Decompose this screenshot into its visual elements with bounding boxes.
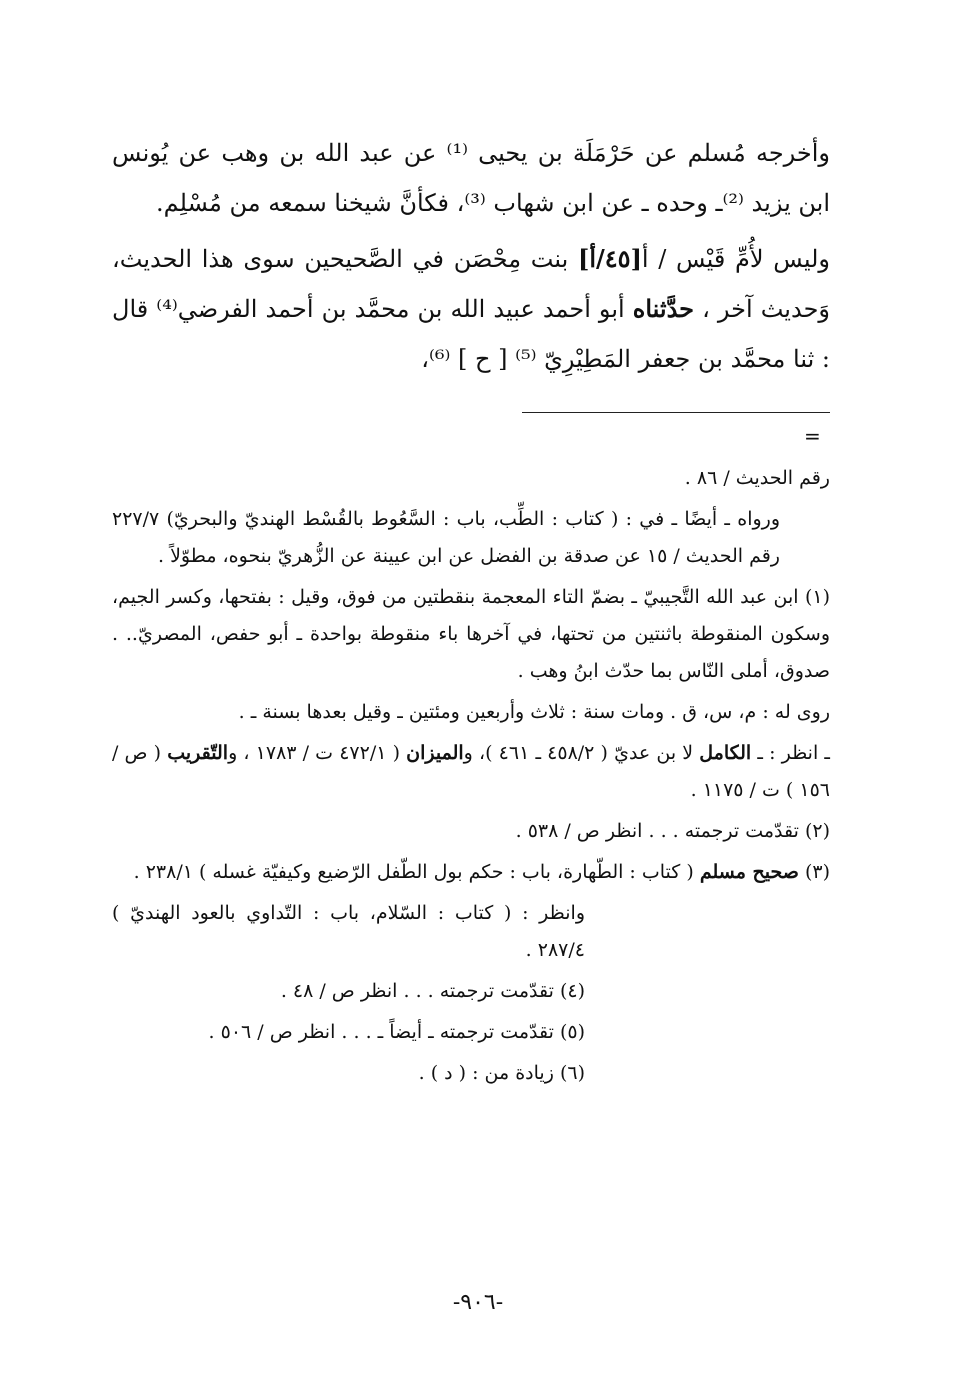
main-paragraph-1: وأخرجه مُسلم عن حَرْمَلَة بن يحيى ⁽¹⁾ عن عبد الله بن وهب عن يُونس ابن يزيد ⁽²⁾ـ وحده ـ عن ابن شهاب ⁽³⁾، فكأنَّ شيخنا سمعه من مُسْلِم.	[112, 139, 831, 217]
footnote-4: (٤) تقدّمت ترجمته . . . انظر ص / ٤٨ .	[280, 980, 585, 1002]
footnote-3-see-also: وانظر : ( كتاب : السّلام، باب : التّداوي بالعود الهنديّ ) ٢٨٧/٤ .	[112, 902, 585, 961]
haddathana-bold: حدَّثناه	[632, 294, 695, 323]
para2-text-a: وليس لأُمِّ قَيْس / أ	[641, 245, 831, 273]
book-mizan: الميزان	[406, 742, 464, 764]
footnote-3-num: (٣)	[798, 861, 830, 883]
page-number: -٩٠٦-	[452, 1290, 504, 1315]
book-taqrib: التّقريب	[167, 742, 229, 764]
footnote-1: (١) ابن عبد الله التَّجيبيّ ـ بضمّ التاء المعجمة بنقطتين من فوق، وقيل : بفتحها، وكسر الجيم، وسكون المنقوطة باثنتين من تحتها، في آخرها باء منقوطة بواحدة ـ أبو حفص، المصريّ.. . صدوق، أملى النّاس بما حدّث ابنُ وهب .	[112, 586, 830, 682]
para2-text-b: بنت مِحْصَن في الصَّحيحين سوى هذا الحديث، وَحديث آخر ،	[112, 245, 831, 323]
footnotes	[112, 460, 830, 1096]
para2-text-c: أبو أحمد عبيد الله بن محمَّد بن أحمد الفرضي⁽⁴⁾ قال : ثنا محمَّد بن جعفر المَطِيْرِيّ ⁽⁵⁾ [ ح ] ⁽⁶⁾،	[112, 295, 830, 373]
footnote-1-refs-d: ( ص / ١٥٦ ) ت / ١١٧٥ .	[112, 742, 830, 801]
book-sahih-muslim: صحيح مسلم	[699, 861, 799, 883]
footnote-1-refs	[112, 735, 830, 809]
footnote-3	[112, 854, 830, 891]
footnote-5: (٥) تقدّمت ترجمته ـ أيضاً ـ . . . انظر ص / ٥٠٦ .	[208, 1021, 585, 1043]
continuation-mark: =	[804, 424, 821, 448]
footnote-1-refs-b: لا بن عديّ ( ٤٥٨/٢ ـ ٤٦١ )، و	[463, 742, 700, 764]
footnote-6: (٦) زيادة من : ( د ) .	[418, 1062, 585, 1084]
footnote-1-refs-a: ـ انظر : ـ	[751, 742, 830, 764]
footnote-continued-2: ورواه ـ أيضًا ـ في : ( كتاب : الطِّب، باب : السَّعُوط بالقُسْط الهنديّ والبحريّ) ٢٢٧/٧ رقم الحديث / ١٥ عن صدقة بن الفضل عن ابن عيينة عن الزُّهريّ بنحوه، مطوّلاً .	[112, 508, 780, 567]
footnote-continued-1: رقم الحديث / ٨٦ .	[684, 467, 830, 489]
folio-marker: [٤٥/أ]	[577, 244, 642, 273]
footnote-1-refs-c: ( ٤٧٢/١ ت / ١٧٨٣ ، و	[228, 742, 407, 764]
book-kamil: الكامل	[699, 742, 752, 764]
main-paragraph-2	[112, 234, 830, 384]
footnote-3-text: ( كتاب : الطّهارة، باب : حكم بول الطّفل الرّضيع وكيفيّة غسله ) ٢٣٨/١ .	[133, 861, 700, 883]
footnote-separator	[522, 412, 830, 413]
main-text	[112, 128, 830, 390]
footnote-1-narrators: روى له : م، س، ق . ومات سنة : ثلاث وأربعين ومئتين ـ وقيل بعدها بسنة ـ .	[238, 701, 830, 723]
footnote-2: (٢) تقدّمت ترجمته . . . انظر ص / ٥٣٨ .	[515, 820, 830, 842]
